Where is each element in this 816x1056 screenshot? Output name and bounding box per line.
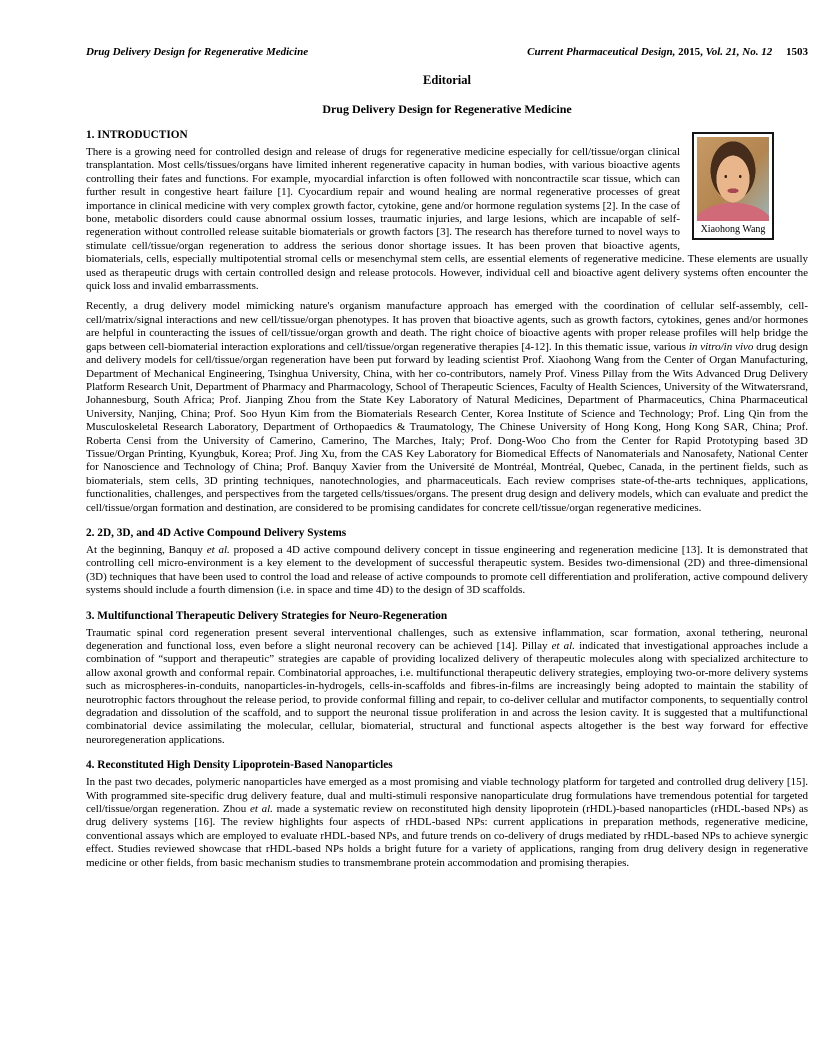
text-run: Drug Delivery Design for Regenerative Medicine: [86, 46, 309, 58]
author-portrait-photo: [697, 137, 769, 221]
body-paragraph: [86, 300, 808, 515]
text-run: drug design and delivery models for cell/tissue/organ regeneration have been put forward by leading scientist Prof. Xiaohong Wang from the Center of Organ Manufacturing, Department of Mechanical Engineering, Tsinghua University, China, with her co-contributors, namely Prof. Viness Pillay from the Wits Advanced Drug Delivery Platform Research Unit, Department of Pharmacy and Pharmacology, School of Therapeutic Sciences, Faculty of Health Sciences, University of the Witwatersrand, Johannesburg, South Africa; Prof. Jianping Zhou from the State Key Laboratory of Natural Medicines, Department of Pharmaceutics, China Pharmaceutical University, Nanjing, China; Prof. Soo Hyun Kim from the Biomaterials Research Center, Korea Institute of Science and Technology; Prof. Ling Qin from the Musculoskeletal Research Laboratory, Department of Orthopaedics & Traumatology, The Chinese University of Hong Kong, Hong Kong SAR, China; Prof. Roberta Censi from the University of Camerino, Camerino, The Marches, Italy; Prof. Dong-Woo Cho from the Center for Rapid Prototyping based 3D Tissue/Organ Printing, Kyungbuk, Korea; Prof. Jing Xu, from the CAS Key Laboratory for Biomedical Effects of Nanomaterials and Nanosafety, National Center for Nanoscience and Technology of China; Prof. Banquy Xavier from the Université de Montréal, Montréal, Quebec, Canada, in the pertinent fields, such as biomaterials, stem cells, 3D printing techniques, nanotechnologies, and pharmaceuticals. Each review comprises state-of-the-arts techniques, applications, functionalities, challenges, and perspectives from the targeted cells/tissues/organs. The present drug design and delivery models, which can evaluate and predict the cell/tissue/organ formation and destination, are considered to be promising candidates for concrete cell/tissue/organ regenerative medicines.: [86, 340, 809, 514]
text-run: Recently, a drug delivery model mimicking nature's organism manufacture approach has emerged with the coordination of cellular self-assembly, cell-cell/matrix/signal interactions and new cell/tissue/organ phenotypes. It has proven that bioactive agents, such as growth factors, cytokines, genes and/or hormones are helpful in counteracting the issues of cell/tissue/organ growth and death. The right choice of bioactive agents with proper release profiles will help bridge the gaps between cell-biomaterial interaction explorations and cell/tissue/organ regenerative therapies [4-12]. In this thematic issue, various: [86, 300, 808, 353]
text-run: In the past two decades, polymeric nanoparticles have emerged as a most promising and viable technology platform for targeted and controlled drug delivery [15]. With programmed site-specific drug delivery feature, dual and multi-stimuli responsive nanoparticulate drug formulations have tremendous potential for targeted cell/tissue/organ regeneration. Zhou: [86, 776, 808, 816]
text-run: Current Pharmaceutical Design,: [527, 46, 676, 58]
text-run: made a systematic review on reconstituted high density lipoprotein (rHDL)-based nanoparticles (rHDL-based NPs) as drug delivery systems [16]. The review highlights four aspects of rHDL-based NPs: current applications in preparation methods, regenerative medicine, conventional assays which are employed to evaluate rHDL-based NPs, and future trends on co-delivery of drugs mediated by rHDL-based NPs to achieve synergic effect. Studies reviewed showcase that rHDL-based NPs holds a bright future for a variety of applications, ranging from drug delivery design in regenerative medicine or other fields, from basic mechanism studies to transmembrane protein accommodation and promising therapies.: [86, 803, 808, 869]
text-run: 1503: [772, 46, 808, 58]
body-paragraph: [86, 627, 808, 748]
body-paragraph: [86, 544, 808, 598]
text-run: proposed a 4D active compound delivery concept in tissue engineering and regeneration medicine [13]. It is demonstrated that controlling cell micro-environment is a key element to the development of successful therapeutic system. Besides two-dimensional (2D) and three-dimensional (3D) techniques that have been used to control the load and release of active compounds to promote cell differentiation and proliferation, active compound delivery systems should include a fourth dimension (i.e. in space and time 4D) to the design of 3D scaffolds.: [86, 543, 808, 597]
section-heading: 3. Multifunctional Therapeutic Delivery Strategies for Neuro-Regeneration: [86, 609, 448, 622]
text-run: At the beginning, Banquy: [86, 543, 207, 556]
text-run: Traumatic spinal cord regeneration present several interventional challenges, such as extensive inflammation, scar formation, axonal tethering, neuronal degeneration and functional loss, even before a slight neuronal recovery can be achieved [14]. Pillay: [86, 626, 808, 652]
text-run: There is a growing need for controlled design and release of drugs for regenerative medicine especially for cell/tissue/organ clinical transplantation. Most cells/tissues/organs have limited inherent regenerative capacity in human bodies, with various bioactive agents controlling their fates and functions. For example, myocardial infarction is often followed with noncontractile scar tissue, which can further result in congestive heart failure [1]. Cyocardium repair and wound healing are normal regenerative processes of great importance in clinical medicine with very complex growth factor, cytokine, gene and/or hormone regulation systems [2]. In the case of bone, metabolic disorders could cause abnormal ossium losses, traumatic injuries, and large lesions, which are incapable of self-regeneration without controlled release suitable biomaterials or growth factors [3]. The research has therefore turned to novel ways to stimulate cell/tissue/organ regeneration to address the serious donor shortage issues. It has been proven that bioactive agents, biomaterials, cells, especially multipotential stromal cells or mesenchymal stem cells, are essential elements of regenerative medicine. These elements are usually used as therapeutic drugs with certain controlled design and release protocols. However, individual cell and bioactive agent delivery systems often encounter the quick loss and invalid embarrassments.: [86, 146, 808, 293]
running-head-right: [527, 46, 808, 58]
article-type-label: Editorial: [423, 73, 471, 87]
section-heading: 1. INTRODUCTION: [86, 129, 188, 141]
page-content: [86, 0, 808, 870]
sections: [86, 129, 808, 870]
running-head-left: [86, 46, 308, 58]
article-title: Drug Delivery Design for Regenerative Medicine: [322, 102, 572, 116]
section-heading: 2. 2D, 3D, and 4D Active Compound Delivery Systems: [86, 526, 347, 539]
text-run: indicated that investigational approaches include a combination of “support and therapeutic” strategies are capable of providing localized delivery of therapeutic molecules along with specialized architecture to allow axonal growth and conformal repair. Combinatorial approaches, i.e. multifunctional therapeutic delivery strategies, employing two-or-more delivery systems such as microspheres-in-conduits, nanoparticles-in-hydrogels, cells-in-scaffolds and fibres-in-films are increasingly being adopted to maintain the stability of neurotrophic factors throughout the release period, to provide conformal filling and repair, to co-deliver cellular and mutifactor components, to sequentially control degradation and dissolution of the scaffold, and to support the neuronal tissue proliferation in and across the lesion cavity. It is suggested that a multifunctional combinatorial device assimilating the molecular, cellular, biomaterial, structural and functional aspects altogether is the best way forward for effective neuroregeneration applications.: [86, 640, 809, 746]
text-run: et al.: [551, 640, 575, 652]
author-photo-caption: Xiaohong Wang: [700, 224, 766, 235]
text-run: 2015,: [675, 46, 703, 58]
text-run: et al.: [206, 543, 230, 556]
text-run: in vitro/in vivo: [688, 340, 754, 353]
text-run: et al.: [249, 803, 273, 816]
text-run: Vol. 21, No. 12: [702, 46, 773, 58]
section-heading: 4. Reconstituted High Density Lipoprotein-Based Nanoparticles: [86, 759, 393, 772]
author-photo-box: [692, 132, 774, 240]
running-head: [86, 46, 808, 58]
body-paragraph: [86, 776, 808, 870]
